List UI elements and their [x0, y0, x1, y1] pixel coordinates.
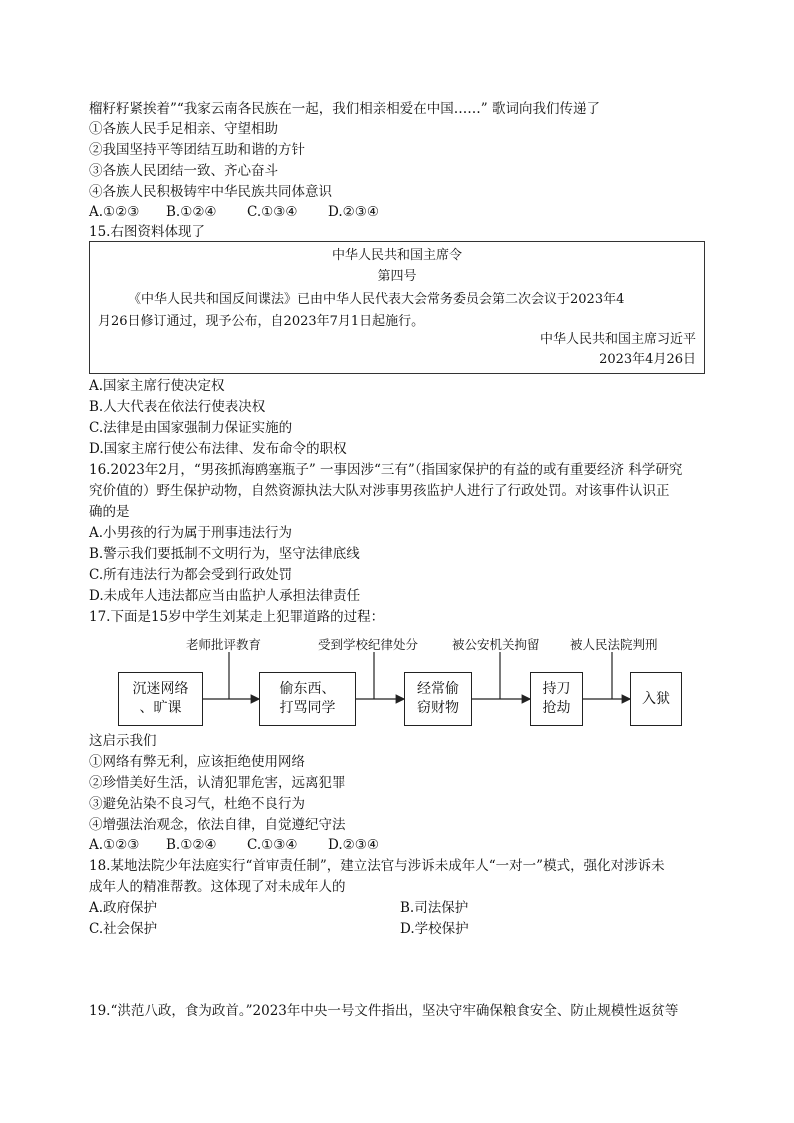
flow-box-1-line-1: 沉迷网络: [132, 681, 189, 697]
flow-box-3-line-2: 窃财物: [417, 700, 459, 716]
order-signature: 中华人民共和国主席习近平: [539, 332, 696, 347]
flow-box-3: [404, 672, 472, 726]
q18-option-a: A.政府保护: [89, 900, 158, 916]
q14-option-a: A.①②③: [89, 204, 140, 220]
q14-item-4: ④各族人民积极铸牢中华民族共同体意识: [89, 184, 332, 200]
q17-option-b: B.①②④: [166, 837, 217, 853]
q17-option-c: C.①③④: [247, 837, 298, 853]
q14-item-3: ③各族人民团结一致、齐心奋斗: [89, 163, 278, 179]
q16-line-1: 16.2023年2月，“男孩抓海鸥塞瓶子” 一事因涉“三有”（指国家保护的有益的或有重要经济 科学研究: [89, 462, 683, 478]
q16-option-d: D.未成年人违法都应当由监护人承担法律责任: [89, 588, 361, 604]
q15-option-a: A.国家主席行使决定权: [89, 378, 225, 394]
q17-hint: 这启示我们: [89, 733, 157, 749]
flow-box-4-line-1: 持刀: [542, 681, 571, 697]
q18-line-1: 18.某地法院少年法庭实行“首审责任制”，建立法官与涉诉未成年人“一对一”模式，强化对涉诉未: [89, 858, 665, 874]
q19-line-1: 19.“洪范八政，食为政首。”2023年中央一号文件指出，坚决守牢确保粮食安全、防止规模性返贫等: [89, 1003, 679, 1019]
order-title: 中华人民共和国主席令: [331, 248, 462, 263]
flow-label-3: 被公安机关拘留: [452, 637, 540, 652]
q17-item-4: ④增强法治观念，依法自律，自觉遵纪守法: [89, 817, 346, 833]
q15-stem: 15.右图资料体现了: [89, 224, 205, 240]
flow-box-5: [630, 672, 682, 726]
order-body-1: 《中华人民共和国反间谍法》已由中华人民代表大会常务委员会第二次会议于2023年4: [128, 292, 625, 307]
q15-option-b: B.人大代表在依法行使表决权: [89, 399, 266, 415]
order-date: 2023年4月26日: [599, 352, 696, 367]
q17-stem: 17.下面是15岁中学生刘某走上犯罪道路的过程：: [89, 609, 385, 625]
q16-option-c: C.所有违法行为都会受到行政处罚: [89, 567, 293, 583]
flow-box-1: [118, 672, 203, 726]
q17-item-2: ②珍惜美好生活，认清犯罪危害，远离犯罪: [89, 775, 346, 791]
q14-option-b: B.①②④: [166, 204, 217, 220]
flow-box-3-line-1: 经常偷: [417, 681, 459, 697]
q17-option-d: D.②③④: [328, 837, 379, 853]
q17-option-a: A.①②③: [89, 837, 140, 853]
q16-option-b: B.警示我们要抵制不文明行为，坚守法律底线: [89, 546, 360, 562]
q14-option-c: C.①③④: [247, 204, 298, 220]
flow-box-2-line-2: 打骂同学: [279, 700, 336, 716]
order-number: 第四号: [377, 269, 417, 284]
q18-line-2: 成年人的精准帮教。这体现了对未成年人的: [89, 879, 346, 895]
q18-option-b: B.司法保护: [400, 900, 469, 916]
flow-label-4: 被人民法院判刑: [570, 637, 658, 652]
flow-label-1: 老师批评教育: [186, 637, 262, 652]
q15-option-d: D.国家主席行使公布法律、发布命令的职权: [89, 441, 347, 457]
flow-box-1-line-2: 、旷课: [139, 700, 182, 716]
order-body-2: 月26日修订通过，现予公布，自2023年7月1日起施行。: [98, 314, 425, 329]
q14-item-2: ②我国坚持平等团结互助和谐的方针: [89, 142, 305, 158]
q16-line-3: 确的是: [89, 504, 130, 520]
q16-line-2: 究价值的）野生保护动物，自然资源执法大队对涉事男孩监护人进行了行政处罚。对该事件认识正: [89, 483, 670, 499]
flow-box-2-line-1: 偷东西、: [279, 681, 336, 697]
flow-label-2: 受到学校纪律处分: [318, 637, 419, 652]
q14-item-1: ①各族人民手足相亲、守望相助: [89, 121, 278, 137]
flow-box-2: [259, 672, 356, 726]
q16-option-a: A.小男孩的行为属于刑事违法行为: [89, 525, 293, 541]
q17-item-3: ③避免沾染不良习气，杜绝不良行为: [89, 796, 305, 812]
q18-option-c: C.社会保护: [89, 921, 158, 937]
q14-option-d: D.②③④: [328, 204, 379, 220]
flow-box-5-line-1: 入狱: [642, 690, 670, 707]
q17-item-1: ①网络有弊无利，应该拒绝使用网络: [89, 754, 305, 770]
q15-option-c: C.法律是由国家强制力保证实施的: [89, 420, 293, 436]
q14-line: 榴籽籽紧挨着”“我家云南各民族在一起，我们相亲相爱在中国……” 歌词向我们传递了: [89, 101, 600, 117]
flow-box-4: [530, 672, 583, 726]
flow-box-4-line-2: 抢劫: [542, 700, 571, 716]
q18-option-d: D.学校保护: [400, 921, 469, 937]
